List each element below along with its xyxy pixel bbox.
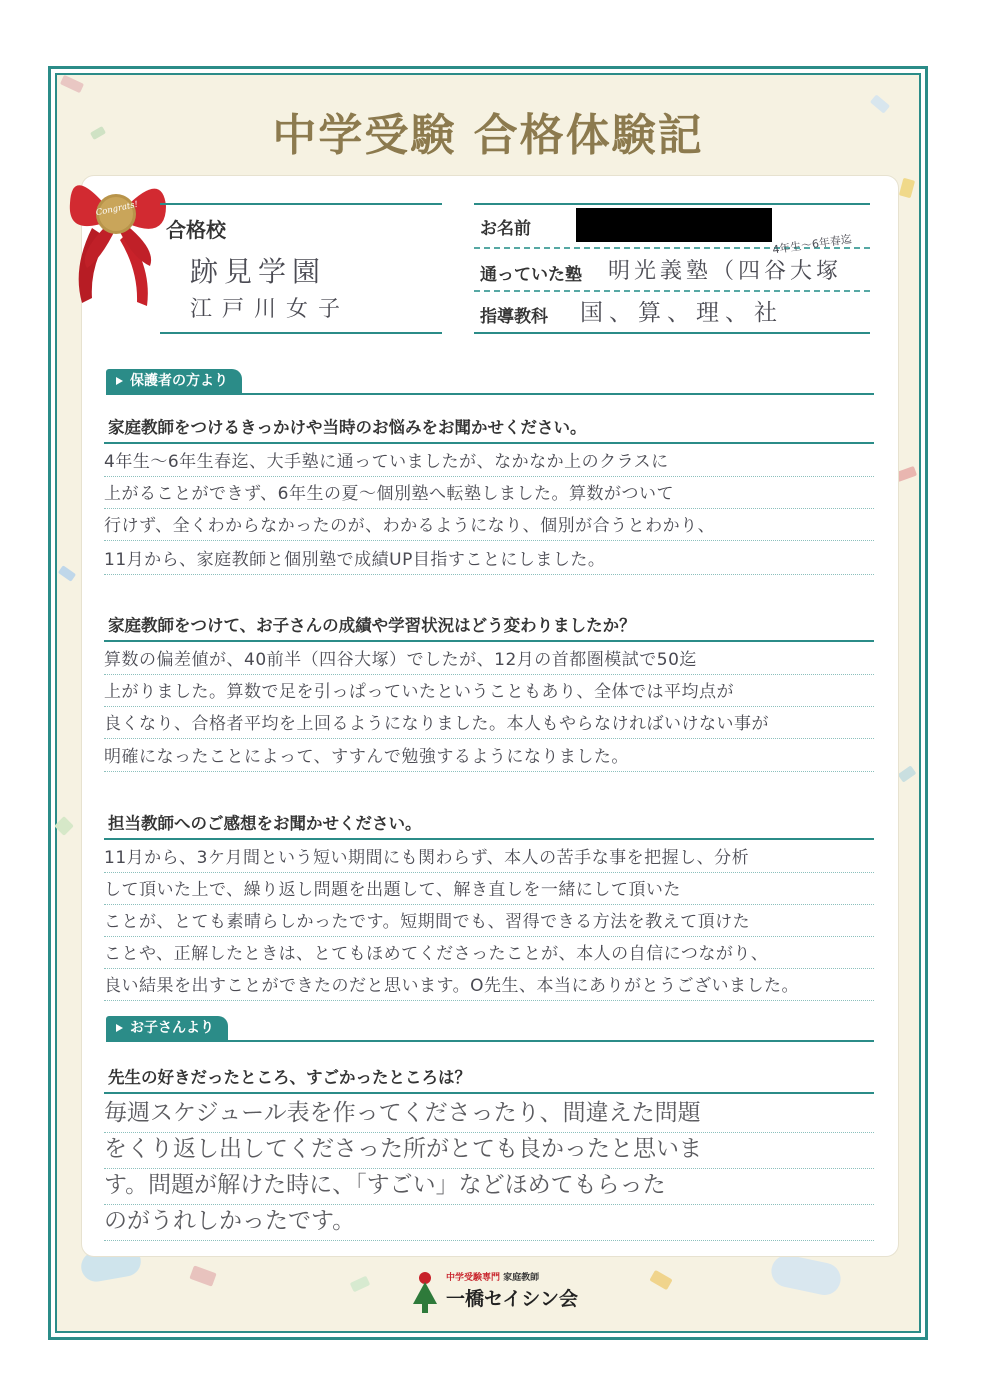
confetti	[58, 565, 76, 582]
tree-logo-icon	[410, 1270, 440, 1314]
divider	[104, 442, 874, 444]
confetti	[768, 1252, 843, 1298]
divider	[106, 1040, 874, 1042]
parent-answer-1-line: 11月から、家庭教師と個別塾で成績UP目指すことにしました。	[104, 546, 874, 575]
divider	[474, 332, 870, 334]
logo-tagline: 中学受験専門	[446, 1273, 501, 1283]
parent-answer-3-line: して頂いた上で、繰り返し問題を出題して、解き直しを一緒にして頂いた	[104, 876, 874, 905]
school-2: 江戸川女子	[190, 297, 351, 322]
parent-answer-3-line: 良い結果を出すことができたのだと思います。O先生、本当にありがとうございました。	[104, 972, 874, 1001]
juku-value: 明光義塾（四谷大塚	[608, 259, 843, 284]
parent-answer-2-line: 算数の偏差値が、40前半（四谷大塚）でしたが、12月の首都圏模試で50迄	[104, 646, 874, 675]
parent-answer-3-line: ことや、正解したときは、とてもほめてくださったことが、本人の自信につながり、	[104, 940, 874, 969]
parent-question-1: 家庭教師をつけるきっかけや当時のお悩みをお聞かせください。	[108, 418, 587, 437]
confetti	[60, 75, 84, 93]
redacted-name	[576, 208, 772, 242]
child-answer-line: す。問題が解けた時に、「すごい」などほめてもらった	[104, 1168, 874, 1205]
name-label: お名前	[480, 219, 531, 239]
juku-note: 4年生〜6年春迄	[771, 232, 853, 257]
congrats-badge-text: Congrats!	[94, 199, 140, 219]
parent-answer-1-line: 4年生〜6年生春迄、大手塾に通っていましたが、なかなか上のクラスに	[104, 448, 874, 477]
divider	[474, 203, 870, 205]
subjects-label: 指導教科	[480, 307, 548, 327]
ribbon-bow-icon	[62, 158, 172, 308]
page-title: 中学受験 合格体験記	[272, 110, 704, 161]
divider	[474, 290, 870, 292]
divider	[104, 838, 874, 840]
divider	[106, 393, 874, 395]
parent-answer-1-line: 上がることができず、6年生の夏〜個別塾へ転塾しました。算数がついて	[104, 480, 874, 509]
subjects-value: 国、算、理、社	[580, 300, 783, 326]
child-answer-line: 毎週スケジュール表を作ってくださったり、間違えた問題	[104, 1096, 874, 1133]
divider	[160, 332, 442, 334]
school-1: 跡見学園	[190, 255, 327, 288]
parent-question-3: 担当教師へのご感想をお聞かせください。	[108, 814, 422, 833]
confetti	[350, 1276, 371, 1293]
parent-answer-1-line: 行けず、全くわからなかったのが、わかるようになり、個別が合うとわかり、	[104, 512, 874, 541]
parent-answer-2-line: 明確になったことによって、すすんで勉強するようになりました。	[104, 743, 874, 772]
logo-name: 一橋セイシン会	[446, 1288, 578, 1310]
child-answer-line: のがうれしかったです。	[104, 1204, 874, 1241]
confetti	[898, 765, 917, 782]
divider	[160, 203, 442, 205]
company-logo	[410, 1268, 580, 1316]
logo-tagline-2: 家庭教師	[503, 1273, 540, 1283]
confetti	[54, 816, 74, 836]
parent-answer-3-line: 11月から、3ケ月間という短い期間にも関わらず、本人の苦手な事を把握し、分析	[104, 844, 874, 873]
juku-label: 通っていた塾	[480, 265, 582, 285]
divider	[104, 1092, 874, 1094]
confetti	[649, 1270, 672, 1290]
school-label: 合格校	[166, 218, 226, 242]
confetti	[895, 466, 917, 482]
divider	[104, 640, 874, 642]
parent-answer-2-line: 上がりました。算数で足を引っぱっていたということもあり、全体では平均点が	[104, 678, 874, 707]
tab-child-section: お子さんより	[106, 1016, 228, 1040]
child-question-1: 先生の好きだったところ、すごかったところは？	[108, 1068, 471, 1087]
child-answer-line: をくり返し出してくださった所がとても良かったと思いま	[104, 1132, 874, 1169]
parent-answer-2-line: 良くなり、合格者平均を上回るようになりました。本人もやらなければいけない事が	[104, 710, 874, 739]
confetti	[899, 178, 915, 198]
parent-question-2: 家庭教師をつけて、お子さんの成績や学習状況はどう変わりましたか？	[108, 616, 636, 635]
tab-parent-section: 保護者の方より	[106, 369, 242, 393]
parent-answer-3-line: ことが、とても素晴らしかったです。短期間でも、習得できる方法を教えて頂けた	[104, 908, 874, 937]
confetti	[189, 1265, 216, 1286]
